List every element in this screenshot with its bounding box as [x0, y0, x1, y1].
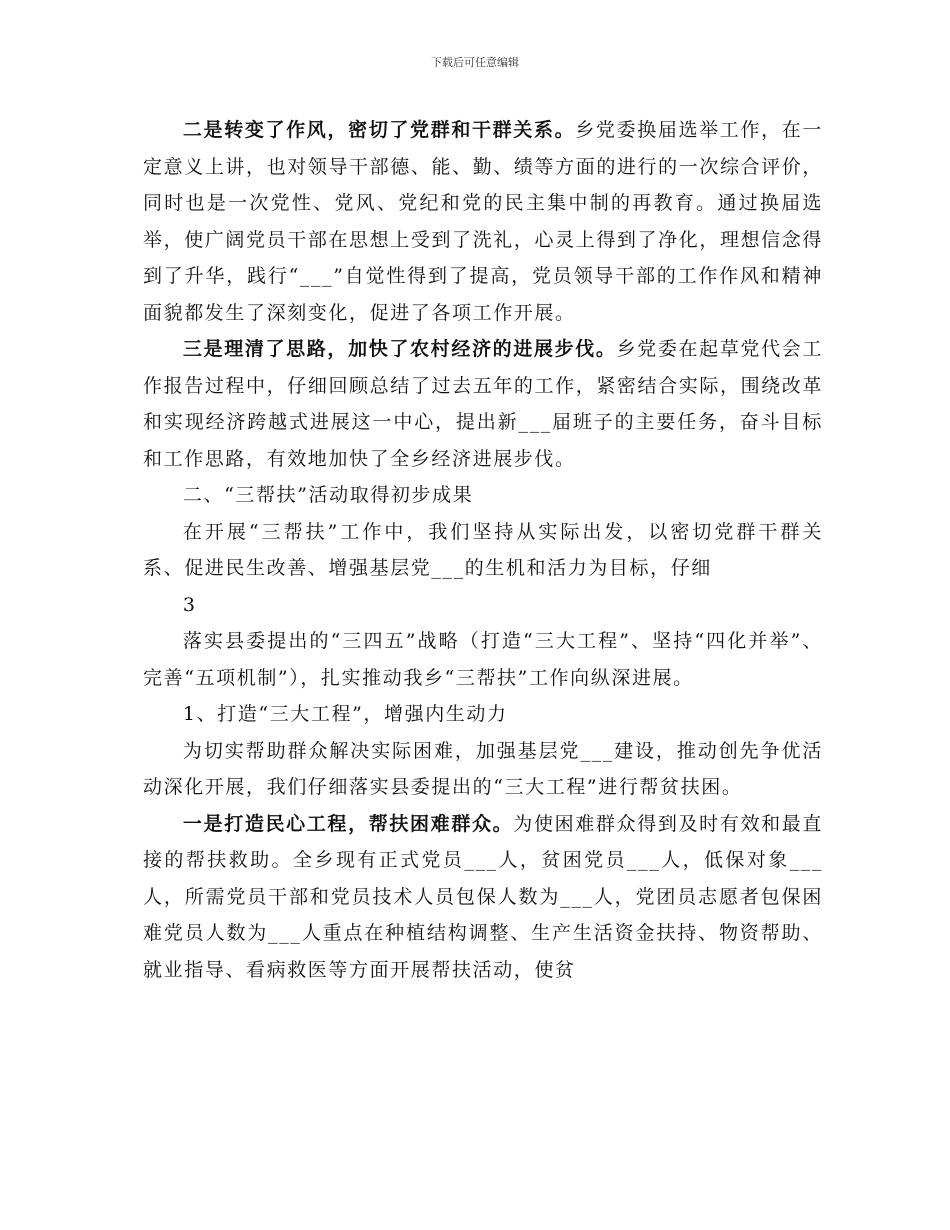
paragraph-text: 为使困难群众得到及时有效和最直接的帮扶救助。全乡现有正式党员___人，贫困党员___人，低保对象___人，所需党员干部和党员技术人员包保人数为___人，党团员志愿者包保困难党员人数为___人重点在种植结构调整、生产生活资金扶持、物资帮助、就业指导、看病救医等方面开展帮扶活动，使贫	[143, 812, 823, 981]
paragraph-style-change	[143, 112, 823, 331]
page-header: 下载后可任意编辑	[431, 56, 519, 69]
paragraph-text: 乡党委换届选举工作，在一定意义上讲，也对领导干部德、能、勤、绩等方面的进行的一次综合评价，同时也是一次党性、党风、党纪和党的民主集中制的再教育。通过换届选举，使广阔党员干部在思想上受到了洗礼，心灵上得到了净化，理想信念得到了升华，践行“___”自觉性得到了提高，党员领导干部的工作作风和精神面貌都发生了深刻变化，促进了各项工作开展。	[143, 119, 824, 324]
paragraph-strategy: 落实县委提出的“三四五”战略（打造“三大工程”、坚持“四化并举”、完善“五项机制”），扎实推动我乡“三帮扶”工作向纵深进展。	[143, 630, 823, 689]
paragraph-text: 乡党委在起草党代会工作报告过程中，仔细回顾总结了过去五年的工作，紧密结合实际，围绕改革和实现经济跨越式进展这一中心，提出新___届班子的主要任务，奋斗目标和工作思路，有效地加快了全乡经济进展步伐。	[143, 338, 823, 470]
paragraph-lead: 一是打造民心工程，帮扶困难群众。	[182, 812, 514, 835]
section-heading-two: 二、“三帮扶”活动取得初步成果	[182, 484, 474, 506]
paragraph-clear-thinking	[143, 331, 823, 477]
subsection-heading-one: 1、打造“三大工程”，增强内生动力	[182, 703, 508, 725]
paragraph-three-help-intro: 在开展“三帮扶”工作中，我们坚持从实际出发，以密切党群干群关系、促进民生改善、增强基层党___的生机和活力为目标，仔细	[143, 520, 823, 579]
document-body	[143, 112, 823, 988]
page-number: 3	[182, 593, 197, 616]
paragraph-lead: 三是理清了思路，加快了农村经济的进展步伐。	[182, 338, 617, 360]
paragraph-lead: 二是转变了作风，密切了党群和干群关系。	[182, 119, 576, 141]
paragraph-people-project	[143, 806, 823, 989]
paragraph-three-projects: 为切实帮助群众解决实际困难，加强基层党___建设，推动创先争优活动深化开展，我们仔细落实县委提出的“三大工程”进行帮贫扶困。	[143, 739, 823, 798]
